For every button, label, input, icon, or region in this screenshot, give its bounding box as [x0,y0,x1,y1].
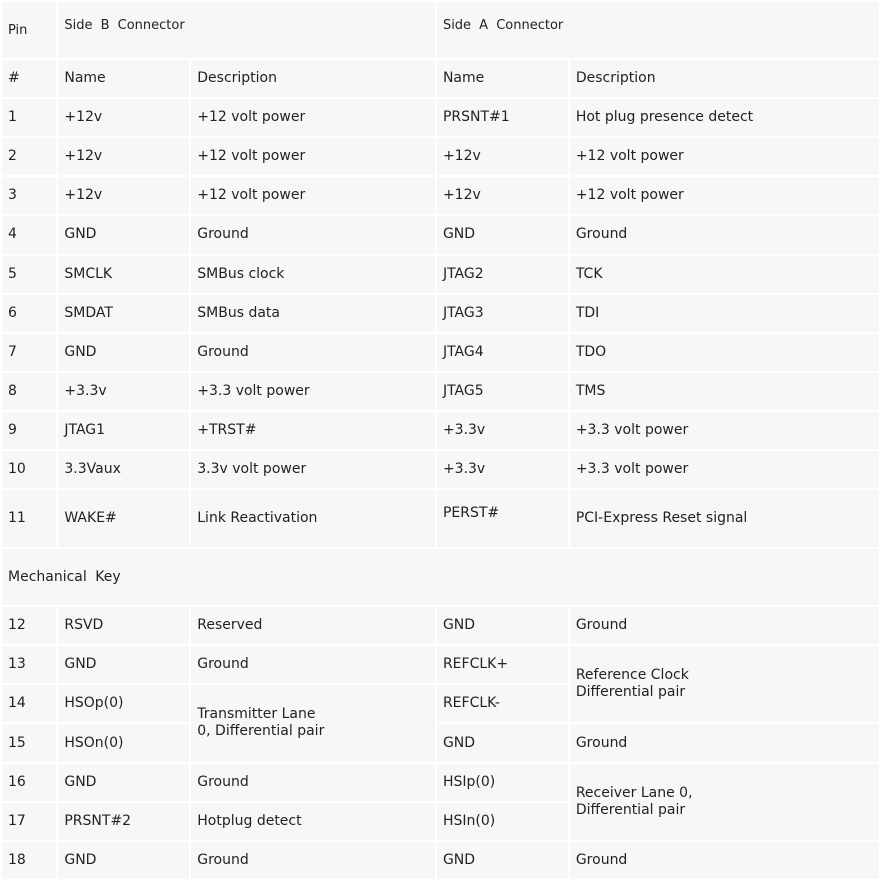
side-b-description: +12 volt power [191,99,435,136]
side-b-name: 3.3Vaux [58,451,189,488]
side-b-description: SMBus data [191,295,435,332]
table-row [2,295,879,332]
pin-number: 5 [2,256,56,293]
table-row [2,256,879,293]
side-b-description: +12 volt power [191,138,435,175]
pin-number: 10 [2,451,56,488]
side-b-description: Ground [191,216,435,253]
side-a-description: Ground [570,724,879,761]
header-row-2 [2,60,879,97]
pin-number: 7 [2,334,56,371]
side-a-name: GND [437,724,568,761]
table-row [2,842,879,879]
side-b-name: GND [58,842,189,879]
side-b-description: +3.3 volt power [191,373,435,410]
table-row [2,177,879,214]
side-a-name: PERST# [437,490,568,547]
side-b-description: 3.3v volt power [191,451,435,488]
side-a-description: TCK [570,256,879,293]
table-row [2,216,879,253]
pin-number: 15 [2,724,56,761]
side-b-description: Ground [191,764,435,801]
side-a-description: TDO [570,334,879,371]
side-b-name: JTAG1 [58,412,189,449]
side-a-name: JTAG3 [437,295,568,332]
side-a-name: +12v [437,177,568,214]
side-b-name: WAKE# [58,490,189,547]
side-a-description: +12 volt power [570,177,879,214]
side-a-name: HSIn(0) [437,803,568,840]
side-a-name: REFCLK+ [437,646,568,683]
side-b-description: Transmitter Lane 0, Differential pair [191,685,435,761]
side-a-header: Side A Connector [437,2,879,58]
pin-number: 17 [2,803,56,840]
pin-number: 3 [2,177,56,214]
side-b-name: PRSNT#2 [58,803,189,840]
side-b-name: HSOp(0) [58,685,189,722]
pin-number-header: # [2,60,56,97]
side-b-name: +3.3v [58,373,189,410]
table-row [2,764,879,801]
pin-number: 1 [2,99,56,136]
side-a-description: TMS [570,373,879,410]
side-a-description: +3.3 volt power [570,412,879,449]
side-b-name: RSVD [58,607,189,644]
pin-number: 18 [2,842,56,879]
pin-number: 14 [2,685,56,722]
header-row-1 [2,2,879,58]
side-a-description: Ground [570,842,879,879]
side-b-name: GND [58,764,189,801]
side-b-description: Ground [191,646,435,683]
side-b-name: GND [58,646,189,683]
side-a-name: +12v [437,138,568,175]
side-a-description: Reference Clock Differential pair [570,646,879,722]
mechanical-key-label: Mechanical Key [2,549,879,605]
side-a-name: HSIp(0) [437,764,568,801]
side-b-name: GND [58,334,189,371]
pin-number: 8 [2,373,56,410]
side-b-description: Hotplug detect [191,803,435,840]
side-b-name: +12v [58,138,189,175]
side-a-name: REFCLK- [437,685,568,722]
table-row [2,490,879,547]
side-a-name: PRSNT#1 [437,99,568,136]
table-row [2,334,879,371]
side-b-description: Reserved [191,607,435,644]
side-a-name: JTAG4 [437,334,568,371]
side-a-description: Hot plug presence detect [570,99,879,136]
pin-number: 2 [2,138,56,175]
pin-number: 11 [2,490,56,547]
pin-header: Pin [2,2,56,58]
side-a-description: Ground [570,216,879,253]
table-row [2,412,879,449]
side-a-name: +3.3v [437,451,568,488]
pin-number: 4 [2,216,56,253]
side-b-name: GND [58,216,189,253]
side-b-description: +12 volt power [191,177,435,214]
table-row [2,138,879,175]
side-b-name-header: Name [58,60,189,97]
side-a-name: +3.3v [437,412,568,449]
pin-number: 6 [2,295,56,332]
pin-number: 9 [2,412,56,449]
table-row [2,451,879,488]
table-row [2,373,879,410]
side-a-name: JTAG5 [437,373,568,410]
side-b-description-header: Description [191,60,435,97]
side-b-name: SMDAT [58,295,189,332]
mechanical-key-row [2,549,879,605]
side-b-name: SMCLK [58,256,189,293]
side-b-description: Ground [191,334,435,371]
pin-number: 12 [2,607,56,644]
pin-number: 13 [2,646,56,683]
table-row [2,724,879,761]
side-a-description: Receiver Lane 0, Differential pair [570,764,879,840]
side-a-name: GND [437,216,568,253]
side-b-name: +12v [58,99,189,136]
side-a-description: +3.3 volt power [570,451,879,488]
side-a-name: JTAG2 [437,256,568,293]
side-a-description-header: Description [570,60,879,97]
table-row [2,99,879,136]
side-b-description: +TRST# [191,412,435,449]
side-a-name-header: Name [437,60,568,97]
side-a-name: GND [437,842,568,879]
side-b-name: HSOn(0) [58,724,189,761]
side-a-description: TDI [570,295,879,332]
table-row [2,646,879,683]
side-b-description: Link Reactivation [191,490,435,547]
side-a-description: +12 volt power [570,138,879,175]
side-b-description: SMBus clock [191,256,435,293]
table-row [2,607,879,644]
side-b-header: Side B Connector [58,2,435,58]
side-a-description: PCI-Express Reset signal [570,490,879,547]
side-b-description: Ground [191,842,435,879]
pin-number: 16 [2,764,56,801]
side-b-name: +12v [58,177,189,214]
side-a-name: GND [437,607,568,644]
side-a-description: Ground [570,607,879,644]
